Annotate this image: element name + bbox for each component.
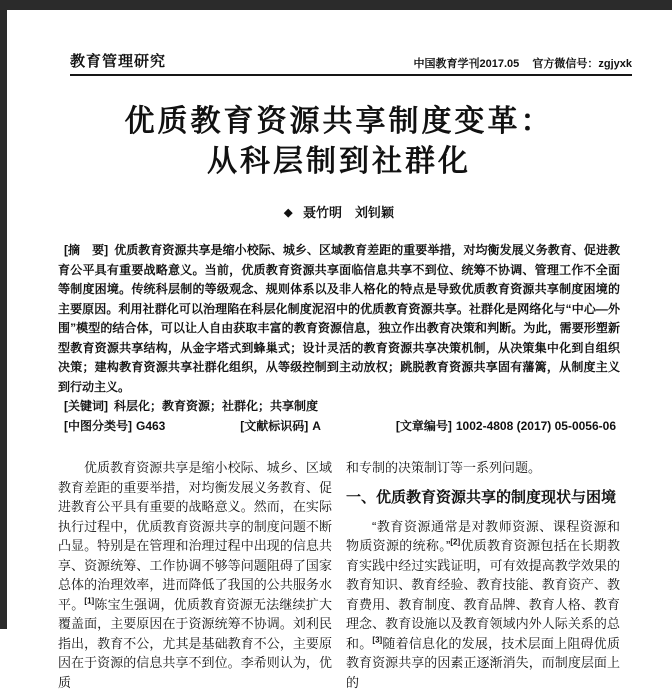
abstract-label: [摘 要] [64, 243, 109, 258]
doc-code-label: [文献标识码] [240, 418, 309, 433]
title-line-1: 优质教育资源共享制度变革： [124, 105, 554, 138]
clc-label: [中图分类号] [64, 418, 132, 433]
scan-edge-top [0, 0, 672, 10]
paragraph-text: 随着信息化的发展，技术层面上阻碍优质教育资源共享的因素正逐渐消失，而制度层面上的 [346, 635, 620, 690]
body-columns [58, 458, 620, 692]
paragraph-text: 优质教育资源共享是缩小校际、城乡、区域教育差距的重要举措，对均衡发展义务教育、促进教育公平具有重要的战略意义。然而，在实际执行过程中，优质教育资源共享的制度问题不断凸显。特别是在管理和治理过程中出现的信息共享、资源统筹、工作协调不够等问题阻碍了国家总体的治理效率，进而降低了我国的公共服务水平。 [58, 460, 332, 612]
clc-group [64, 417, 169, 437]
wechat-id: 官方微信号：zgjyxk [532, 58, 632, 70]
diamond-icon: ◆ [283, 207, 293, 220]
abstract-block [58, 241, 620, 397]
footnote-ref-2: [2] [450, 537, 461, 547]
right-column [346, 458, 620, 692]
title-line-2: 从科层制到社群化 [207, 145, 471, 178]
footnote-ref-1: [1] [84, 596, 95, 606]
article-title [58, 102, 620, 182]
doc-code-group [240, 417, 325, 437]
body-paragraph: 和专制的决策制订等一系列问题。 [346, 460, 542, 476]
journal-info [404, 55, 632, 71]
paragraph-text: “教育资源通常是对教师资源、课程资源和物质资源的统称。” [346, 518, 620, 554]
footnote-ref-3: [3] [372, 635, 383, 645]
journal-section-label: 教育管理研究 [70, 53, 167, 70]
article-id-group [396, 417, 620, 437]
left-column [58, 458, 332, 692]
body-paragraph [346, 517, 620, 692]
scan-edge-left [0, 0, 7, 629]
keywords-line [58, 397, 620, 417]
authors-line [58, 202, 620, 221]
article-id-value: 1002-4808 (2017) 05-0056-06 [455, 418, 616, 433]
clc-value: G463 [136, 418, 166, 433]
body-paragraph [58, 458, 332, 692]
paragraph-text: 陈宝生强调，优质教育资源无法继续扩大覆盖面，主要原因在于资源统筹不协调。刘利民指出，教育不公，尤其是基础教育不公，主要原因在于资源的信息共享不到位。李希则认为，优质 [58, 596, 332, 690]
doc-code-value: A [312, 418, 321, 433]
running-head [70, 50, 632, 76]
section-heading: 一、优质教育资源共享的制度现状与困境 [346, 488, 617, 506]
author-names: 聂竹明 刘钊颖 [303, 205, 395, 221]
article-id-label: [文章编号] [395, 418, 452, 433]
document-page [7, 10, 672, 690]
paragraph-text: 优质教育资源包括在长期教育实践中经过实践证明，可有效提高教学效果的教育知识、教育经验、教育技能、教育资产、教育费用、教育制度、教育品牌、教育人格、教育理念、教育设施以及教育领域内外人际关系的总和。 [346, 538, 620, 651]
keywords-label: [关键词] [64, 399, 108, 414]
journal-issue: 中国教育学刊2017.05 [413, 58, 520, 70]
abstract-text: 优质教育资源共享是缩小校际、城乡、区域教育差距的重要举措，对均衡发展义务教育、促进教育公平具有重要战略意义。当前，优质教育资源共享面临信息共享不到位、统筹不协调、管理工作不全面等制度困境。传统科层制的等级观念、规则体系以及非人格化的特点是导致优质教育资源共享制度困境的主要原因。利用社群化可以治理陷在科层化制度泥沼中的优质教育资源共享。社群化是网络化与“中心—外围”模型的结合体，可以让人自由获取丰富的教育资源信息，独立作出教育决策和判断。为此，需要形塑新型教育资源共享结构，从金字塔式到蜂巢式；设计灵活的教育资源共享决策机制，从决策集中化到自组织决策；建构教育资源共享社群化组织，从等级控制到主动放权；跳脱教育资源共享固有藩篱，从制度主义到行动主义。 [58, 243, 620, 394]
classification-line [58, 417, 620, 437]
keywords-text: 科层化；教育资源；社群化；共享制度 [114, 399, 319, 414]
